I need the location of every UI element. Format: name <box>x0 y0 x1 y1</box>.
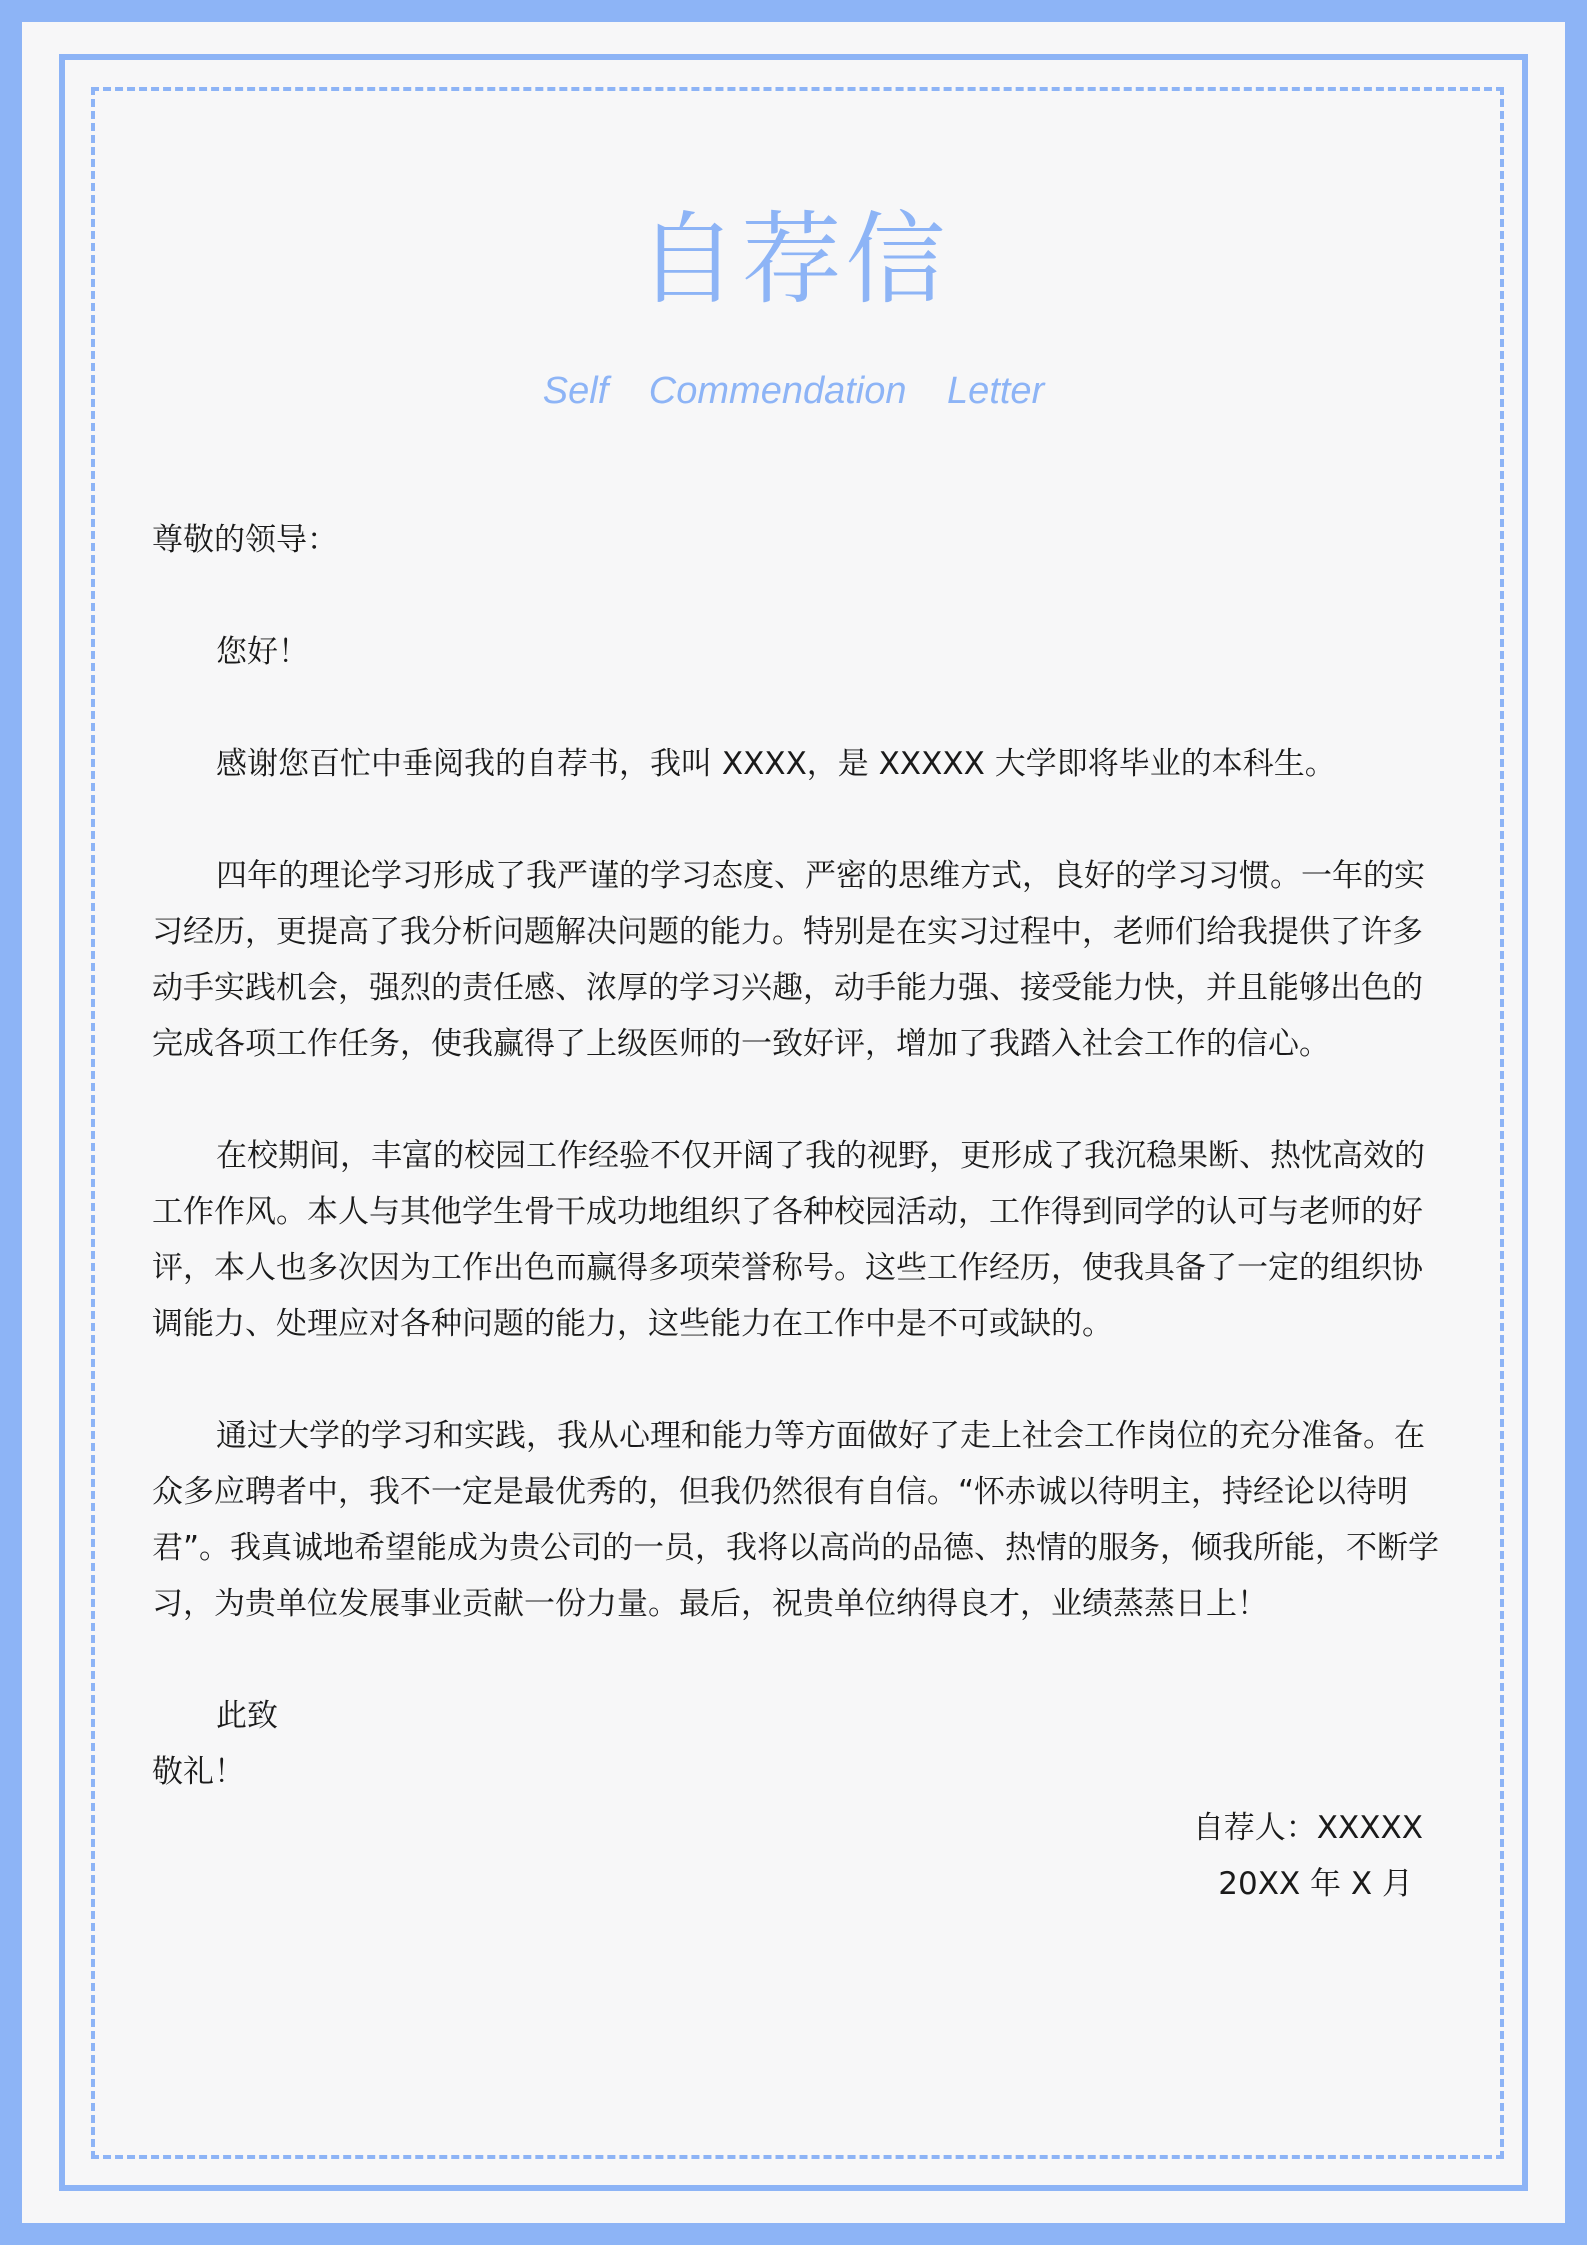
salutation: 尊敬的领导： <box>152 522 338 558</box>
paragraph-conclusion: 通过大学的学习和实践，我从心理和能力等方面做好了走上社会工作岗位的充分准备。在众多应聘者中，我不一定是最优秀的，但我仍然很有自信。“怀赤诚以待明主，持经论以待明君”。我真诚地希望能成为贵公司的一员，我将以高尚的品德、热情的服务，倾我所能，不断学习，为贵单位发展事业贡献一份力量。最后，祝贵单位纳得良才，业绩蒸蒸日上！ <box>152 1418 1440 1622</box>
signature: 自荐人：XXXXX <box>1192 1810 1423 1846</box>
closing-line-2: 敬礼！ <box>152 1754 245 1790</box>
paragraph-intro: 感谢您百忙中垂阅我的自荐书，我叫 XXXX，是 XXXXX 大学即将毕业的本科生。 <box>216 746 1336 782</box>
paragraph-campus: 在校期间，丰富的校园工作经验不仅开阔了我的视野，更形成了我沉稳果断、热忱高效的工作作风。本人与其他学生骨干成功地组织了各种校园活动，工作得到同学的认可与老师的好评，本人也多次因为工作出色而赢得多项荣誉称号。这些工作经历，使我具备了一定的组织协调能力、处理应对各种问题的能力，这些能力在工作中是不可或缺的。 <box>152 1138 1425 1342</box>
letter-title: 自荐信 <box>637 201 950 318</box>
signature-date: 20XX 年 X 月 <box>1218 1866 1413 1902</box>
paragraph-study: 四年的理论学习形成了我严谨的学习态度、严密的思维方式，良好的学习习惯。一年的实习经历，更提高了我分析问题解决问题的能力。特别是在实习过程中，老师们给我提供了许多动手实践机会，强烈的责任感、浓厚的学习兴趣，动手能力强、接受能力快，并且能够出色的完成各项工作任务，使我赢得了上级医师的一致好评，增加了我踏入社会工作的信心。 <box>152 858 1425 1062</box>
letter-subtitle: Self Commendation Letter <box>542 370 1045 412</box>
closing-line-1: 此致 <box>216 1698 278 1734</box>
hello-line: 您好！ <box>216 634 309 670</box>
